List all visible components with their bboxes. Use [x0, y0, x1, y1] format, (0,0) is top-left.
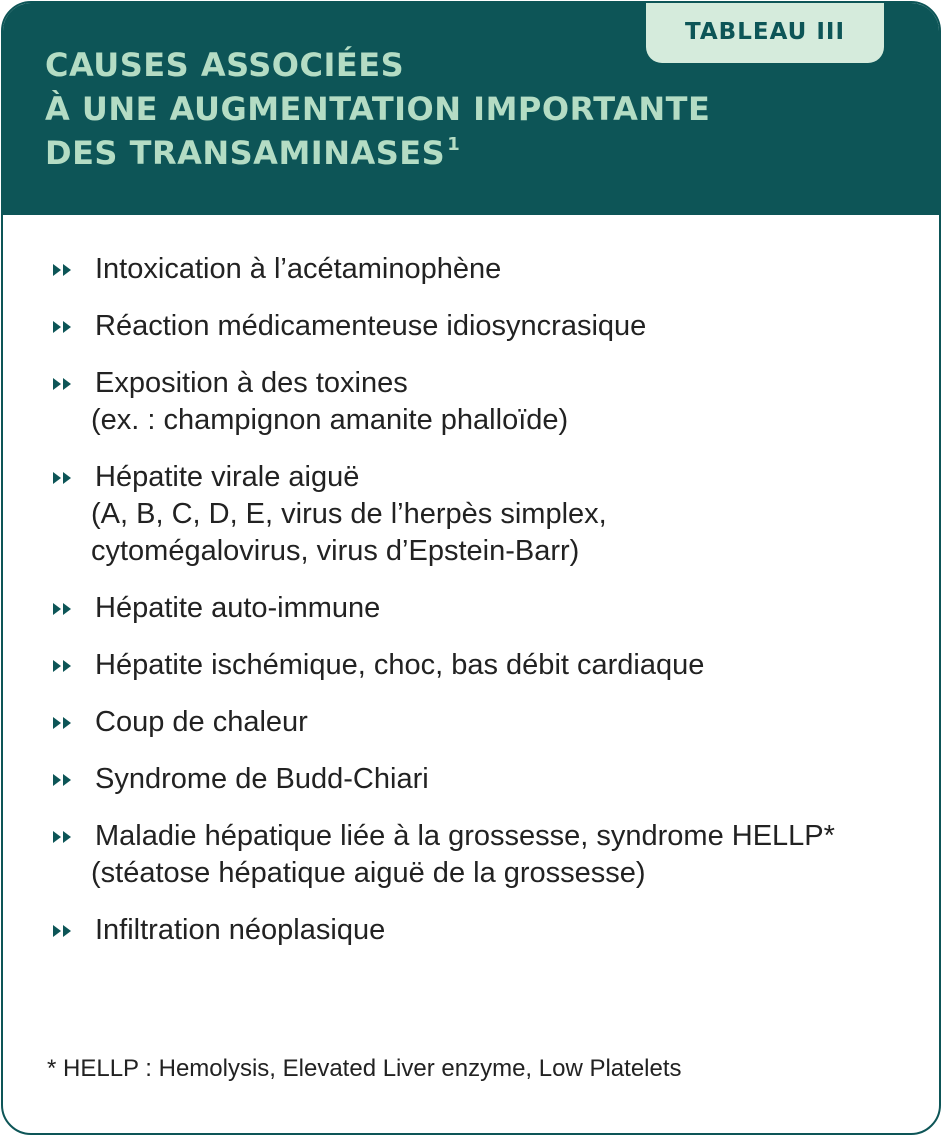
- list-item-line: Réaction médicamenteuse idiosyncrasique: [95, 310, 647, 342]
- list-item-line: cytomégalovirus, virus d’Epstein-Barr): [91, 535, 580, 567]
- table-header: [3, 3, 939, 215]
- double-chevron-right-icon: [51, 716, 77, 730]
- list-item-line: Hépatite ischémique, choc, bas débit cardiaque: [95, 649, 705, 681]
- table-card: [1, 1, 941, 1135]
- double-chevron-right-icon: [51, 263, 77, 277]
- double-chevron-right-icon: [51, 377, 77, 391]
- double-chevron-right-icon: [51, 830, 77, 844]
- causes-list: [3, 251, 939, 969]
- list-item-line: Hépatite auto-immune: [95, 592, 381, 624]
- table-title: [45, 43, 745, 175]
- list-item: [3, 761, 939, 798]
- footnote: * HELLP : Hemolysis, Elevated Liver enzyme, Low Platelets: [47, 1055, 682, 1082]
- title-line-2: À UNE AUGMENTATION IMPORTANTE: [45, 90, 711, 128]
- list-item-line: Intoxication à l’acétaminophène: [95, 253, 502, 285]
- table-number-badge: TABLEAU III: [646, 1, 884, 63]
- title-footnote-ref: 1: [447, 134, 461, 155]
- double-chevron-right-icon: [51, 602, 77, 616]
- title-line-3: DES TRANSAMINASES: [45, 134, 446, 172]
- list-item: [3, 818, 939, 892]
- title-line-1: CAUSES ASSOCIÉES: [45, 46, 405, 84]
- double-chevron-right-icon: [51, 659, 77, 673]
- double-chevron-right-icon: [51, 471, 77, 485]
- list-item-line: (stéatose hépatique aiguë de la grossesse): [91, 857, 646, 889]
- list-item: [3, 647, 939, 684]
- list-item-line: Infiltration néoplasique: [95, 914, 386, 946]
- list-item: [3, 365, 939, 439]
- list-item-line: Hépatite virale aiguë: [95, 461, 360, 493]
- list-item-line: Syndrome de Budd-Chiari: [95, 763, 429, 795]
- double-chevron-right-icon: [51, 320, 77, 334]
- list-item-line: (ex. : champignon amanite phalloïde): [91, 404, 569, 436]
- list-item-line: Exposition à des toxines: [95, 367, 408, 399]
- list-item: [3, 251, 939, 288]
- list-item: [3, 308, 939, 345]
- double-chevron-right-icon: [51, 924, 77, 938]
- list-item-line: Coup de chaleur: [95, 706, 308, 738]
- list-item: [3, 459, 939, 570]
- list-item: [3, 704, 939, 741]
- list-item: [3, 590, 939, 627]
- double-chevron-right-icon: [51, 773, 77, 787]
- list-item-line: Maladie hépatique liée à la grossesse, syndrome HELLP*: [95, 820, 835, 852]
- list-item-line: (A, B, C, D, E, virus de l’herpès simplex,: [91, 498, 607, 530]
- list-item: [3, 912, 939, 949]
